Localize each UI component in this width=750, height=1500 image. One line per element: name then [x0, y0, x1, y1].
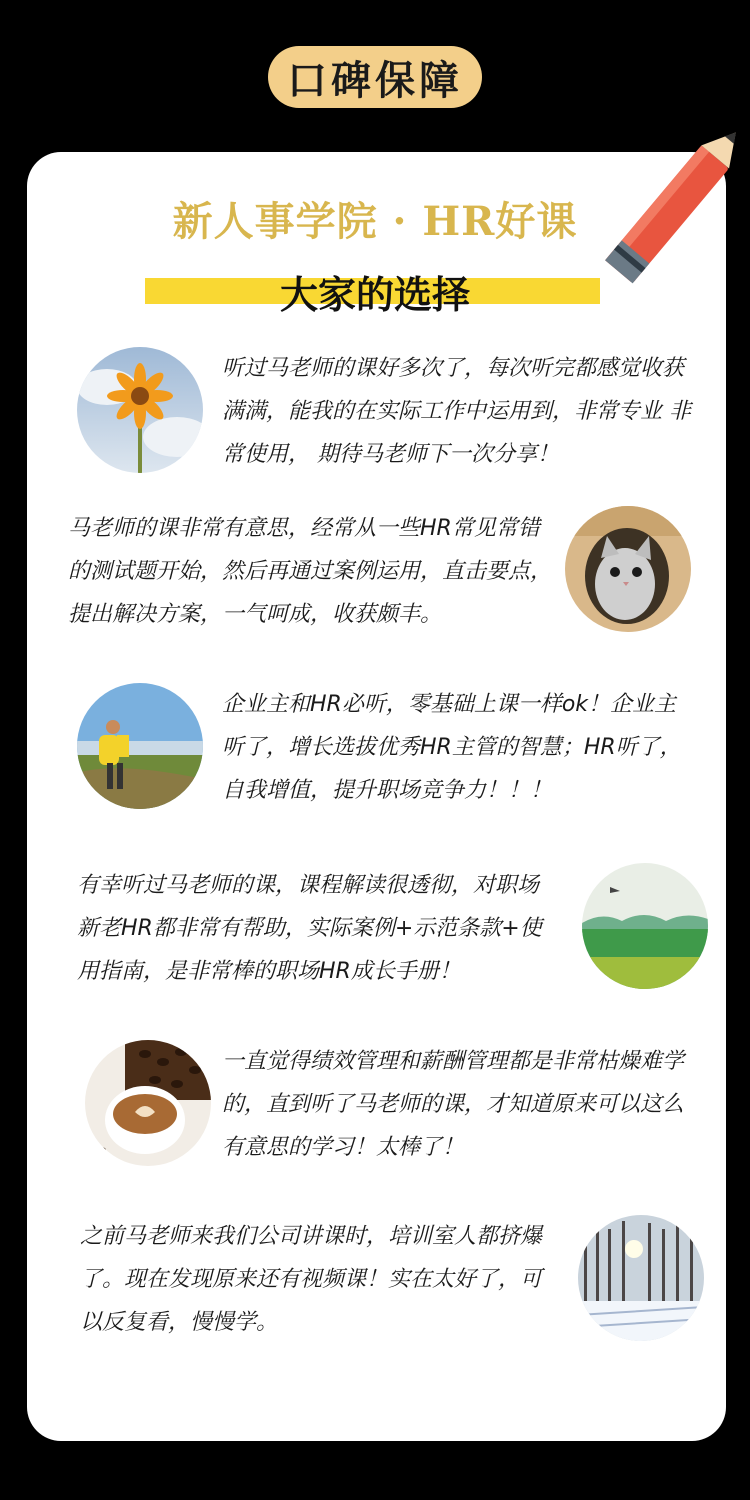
avatar-cat — [565, 506, 691, 632]
avatar-winter-forest — [578, 1215, 704, 1341]
review-text: 马老师的课非常有意思，经常从一些HR常见常错的测试题开始，然后再通过案例运用，直击要点，提出解决方案，一气呵成，收获颇丰。 — [68, 516, 553, 627]
brand-title: 新人事学院 · HR好课 — [172, 198, 578, 245]
avatar-hiker — [77, 683, 203, 809]
avatar-sunflower — [77, 347, 203, 473]
review-text: 之前马老师来我们公司讲课时，培训室人都挤爆了。现在发现原来还有视频课！实在太好了，可以反复看，慢慢学。 — [80, 1224, 543, 1335]
subtitle: 大家的选择 — [279, 272, 470, 317]
review-text: 有幸听过马老师的课，课程解读很透彻，对职场新老HR都非常有帮助，实际案例+示范条款+使用指南，是非常棒的职场HR成长手册！ — [77, 873, 542, 984]
section-badge: 口碑保障 — [268, 46, 482, 108]
review-text: 一直觉得绩效管理和薪酬管理都是非常枯燥难学的，直到听了马老师的课，才知道原来可以这么有意思的学习！太棒了！ — [222, 1049, 685, 1160]
avatar-field — [582, 863, 708, 989]
review-text: 企业主和HR必听，零基础上课一样ok！企业主听了，增长选拔优秀HR主管的智慧；HR听了，自我增值，提升职场竞争力！！！ — [222, 692, 682, 803]
avatar-coffee — [85, 1040, 211, 1166]
review-text: 听过马老师的课好多次了，每次听完都感觉收获满满，能我的在实际工作中运用到，非常专业 非常使用， 期待马老师下一次分享！ — [222, 356, 691, 467]
